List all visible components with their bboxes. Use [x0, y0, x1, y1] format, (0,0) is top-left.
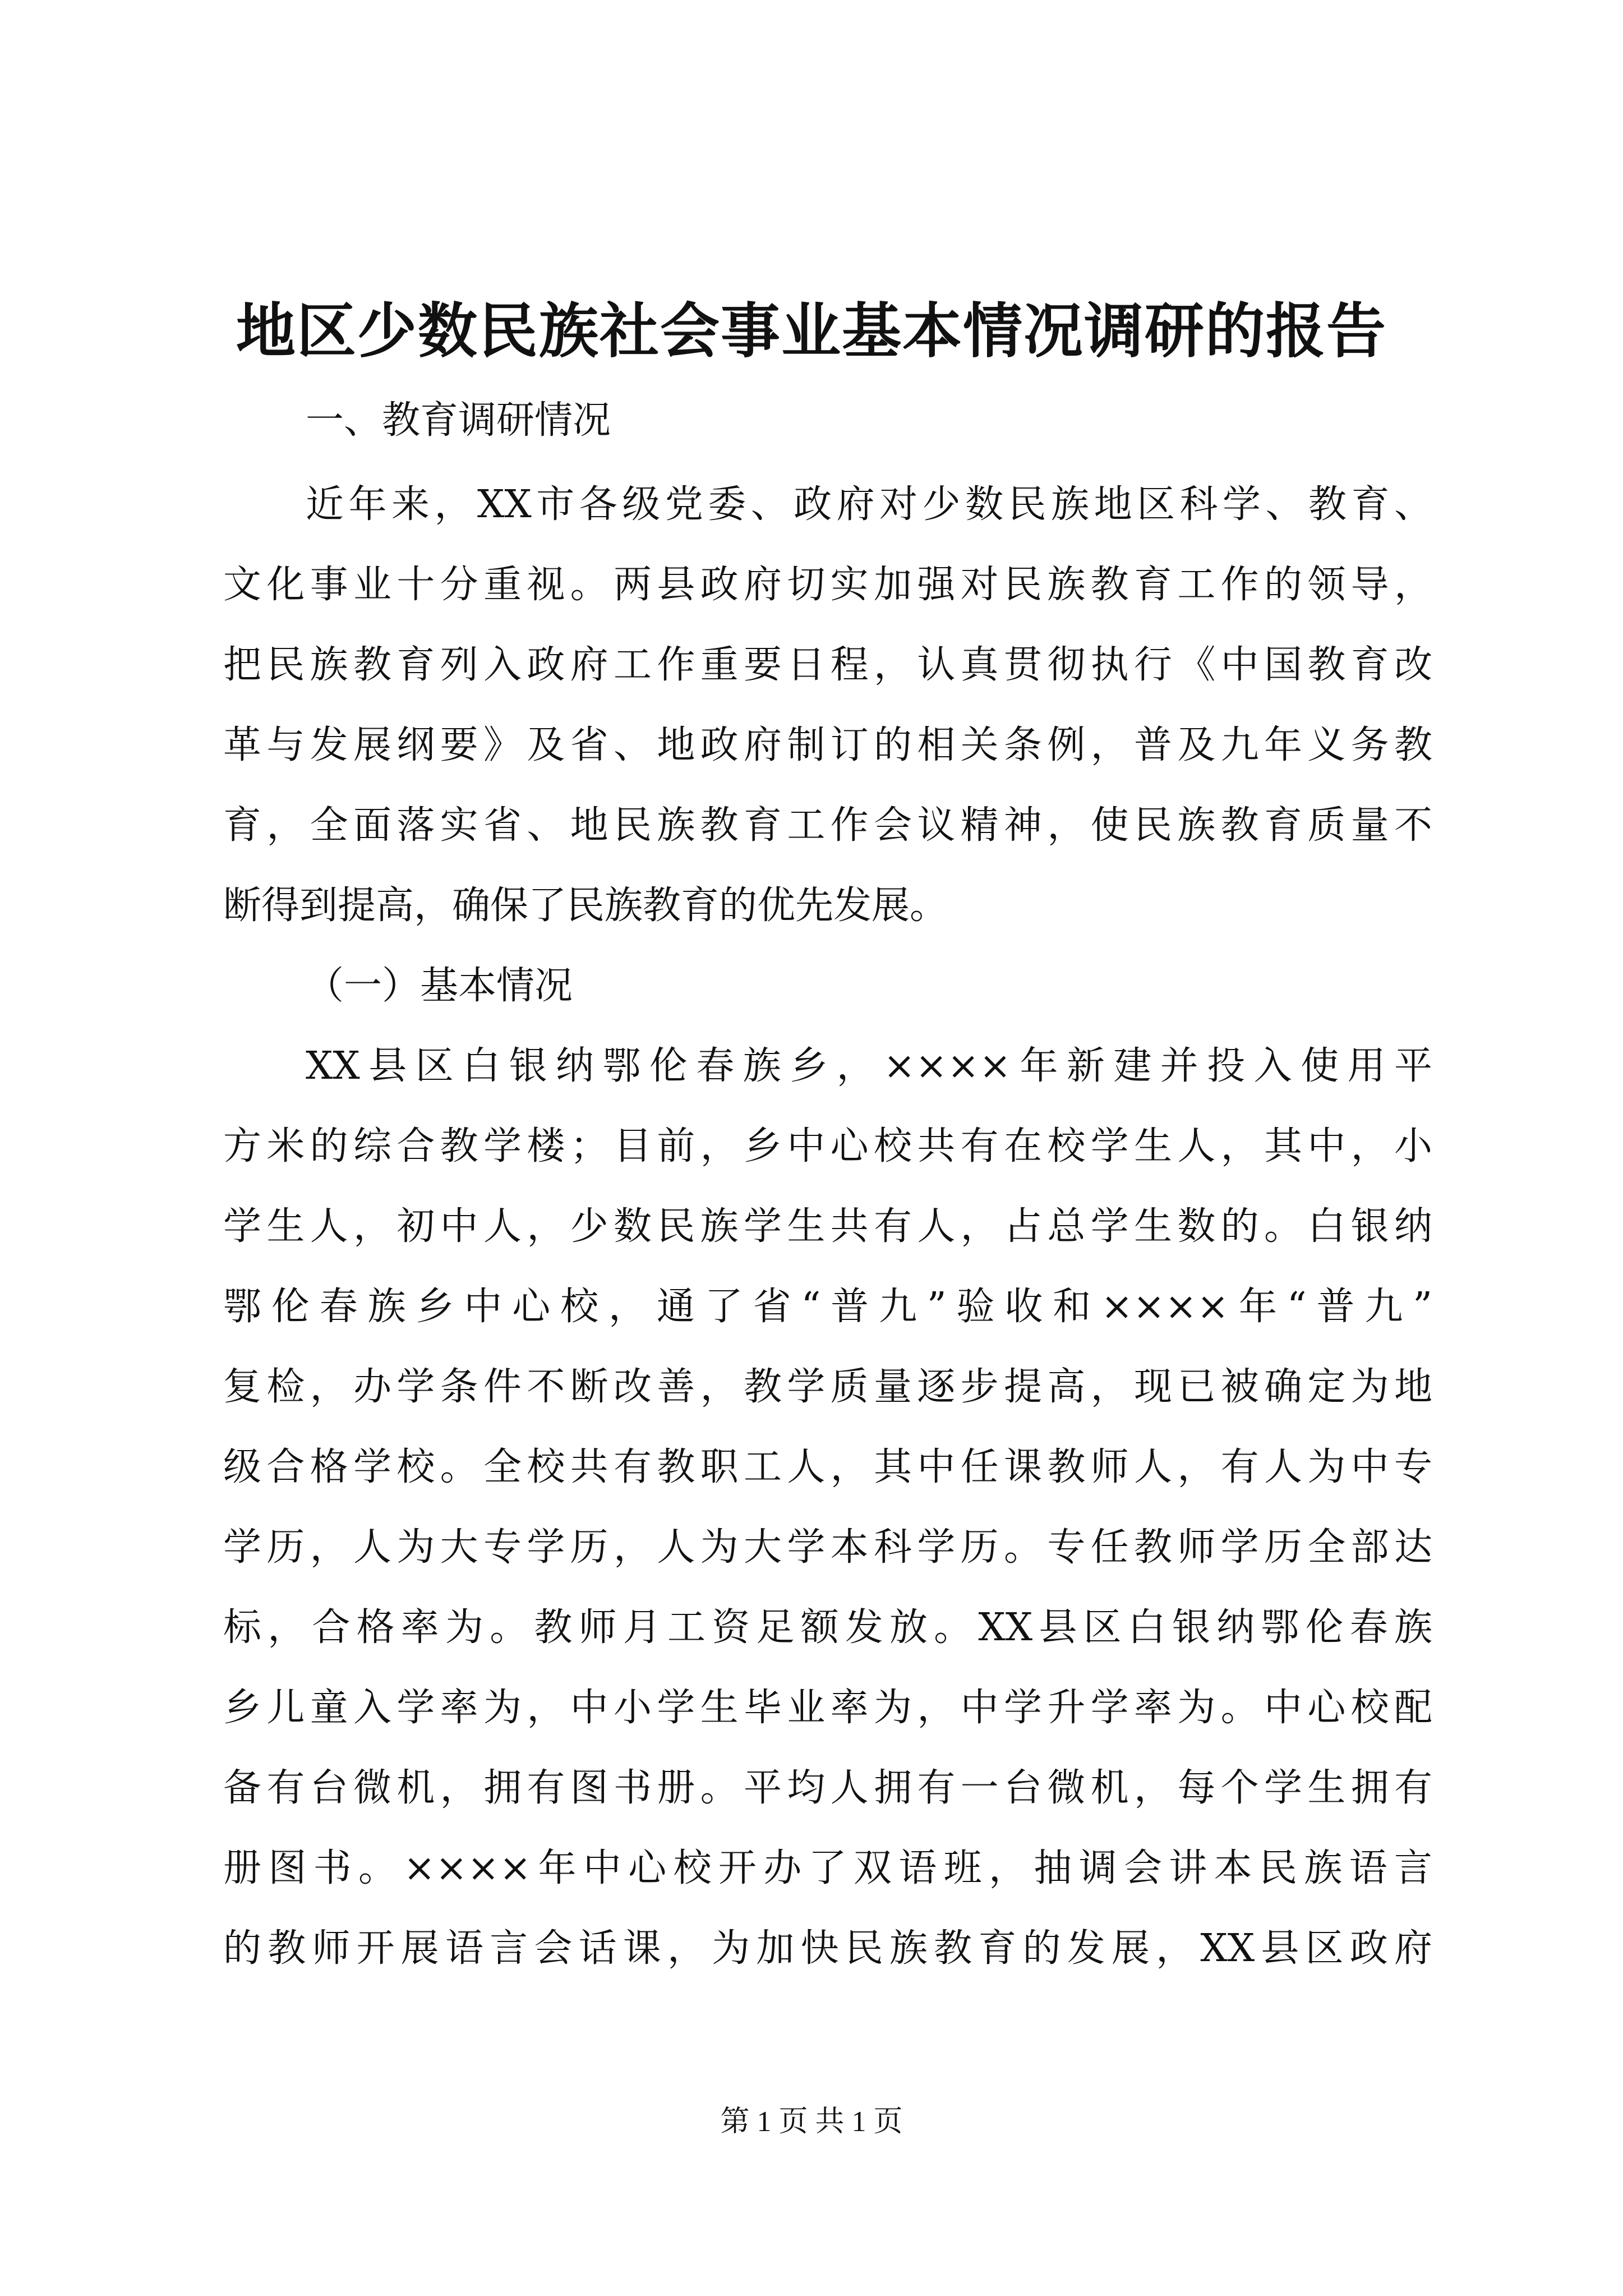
paragraph-line: 级合格学校。全校共有教职工人，其中任课教师人，有人为中专 [223, 1445, 1432, 1489]
paragraph-line: XX县区白银纳鄂伦春族乡，××××年新建并投入使用平 [306, 1044, 1432, 1088]
paragraph-line: 文化事业十分重视。两县政府切实加强对民族教育工作的领导， [223, 563, 1432, 607]
paragraph-line: 复检，办学条件不断改善，教学质量逐步提高，现已被确定为地 [223, 1365, 1432, 1409]
paragraph-line: 鄂伦春族乡中心校，通了省“普九”验收和××××年“普九” [223, 1285, 1432, 1329]
page-footer: 第 1 页 共 1 页 [720, 2106, 903, 2138]
paragraph-line: 方米的综合教学楼；目前，乡中心校共有在校学生人，其中，小 [223, 1124, 1432, 1168]
paragraph-line: 学生人，初中人，少数民族学生共有人，占总学生数的。白银纳 [223, 1204, 1432, 1249]
paragraph-line: 学历，人为大专学历，人为大学本科学历。专任教师学历全部达 [223, 1525, 1432, 1570]
paragraph-line: 革与发展纲要》及省、地政府制订的相关条例，普及九年义务教 [223, 723, 1432, 767]
paragraph-line: 乡儿童入学率为，中小学生毕业率为，中学升学率为。中心校配 [223, 1686, 1432, 1730]
paragraph-line: 断得到提高，确保了民族教育的优先发展。 [223, 884, 948, 928]
paragraph-line: 育，全面落实省、地民族教育工作会议精神，使民族教育质量不 [223, 803, 1432, 848]
paragraph-line: 把民族教育列入政府工作重要日程，认真贯彻执行《中国教育改 [223, 643, 1432, 687]
paragraph-line: 近年来，XX市各级党委、政府对少数民族地区科学、教育、 [306, 482, 1432, 527]
paragraph-line: 备有台微机，拥有图书册。平均人拥有一台微机，每个学生拥有 [223, 1766, 1432, 1810]
paragraph-line: 册图书。××××年中心校开办了双语班，抽调会讲本民族语言 [223, 1846, 1432, 1890]
section-heading: 一、教育调研情况 [306, 398, 611, 443]
paragraph-line: 的教师开展语言会话课，为加快民族教育的发展，XX县区政府 [223, 1926, 1432, 1971]
paragraph-line: 标，合格率为。教师月工资足额发放。XX县区白银纳鄂伦春族 [223, 1605, 1432, 1650]
subheading: （一）基本情况 [306, 964, 573, 1008]
document-title: 地区少数民族社会事业基本情况调研的报告 [236, 296, 1387, 366]
